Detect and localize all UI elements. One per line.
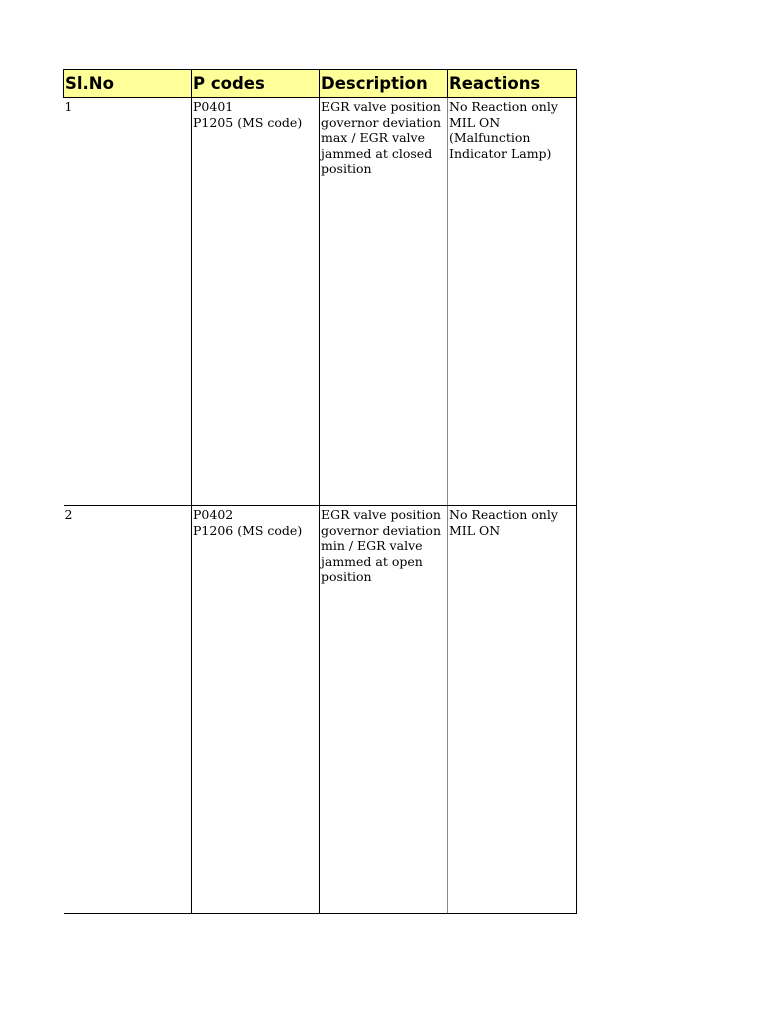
sl-no-value: 2 xyxy=(64,507,73,522)
header-sl-no: Sl.No xyxy=(64,70,192,98)
cell-reactions xyxy=(448,98,577,506)
reaction-line: No Reaction only xyxy=(449,507,558,522)
description-line: jammed at closed xyxy=(321,145,433,161)
spreadsheet-page xyxy=(63,69,576,914)
header-reactions: Reactions xyxy=(448,70,577,98)
description-line: min / EGR valve xyxy=(321,538,423,553)
cell-description xyxy=(320,506,448,914)
reaction-line: (Malfunction xyxy=(449,130,531,145)
reaction-line: No Reaction only xyxy=(449,99,558,114)
description-line: jammed at open xyxy=(321,553,423,569)
header-row xyxy=(64,70,577,98)
description-line: EGR valve position xyxy=(321,507,441,522)
p-codes-table xyxy=(63,69,577,914)
description-line: position xyxy=(321,161,372,176)
cell-sl-no xyxy=(64,98,192,506)
reaction-line: MIL ON xyxy=(449,114,501,130)
cell-reactions xyxy=(448,506,577,914)
description-line: position xyxy=(321,569,372,584)
header-description: Description xyxy=(320,70,448,98)
p-code-line: P0401 xyxy=(193,99,234,114)
p-code-line: P1206 (MS code) xyxy=(193,522,303,538)
cell-description xyxy=(320,98,448,506)
header-p-codes: P codes xyxy=(192,70,320,98)
description-line: governor deviation xyxy=(321,114,441,130)
sl-no-value: 1 xyxy=(64,99,73,114)
table-row xyxy=(64,98,577,506)
table-row xyxy=(64,506,577,914)
cell-p-codes xyxy=(192,506,320,914)
description-line: max / EGR valve xyxy=(321,130,425,145)
description-line: EGR valve position xyxy=(321,99,441,114)
p-code-line: P0402 xyxy=(193,507,234,522)
cell-sl-no xyxy=(64,506,192,914)
description-line: governor deviation xyxy=(321,522,441,538)
p-code-line: P1205 (MS code) xyxy=(193,114,303,130)
cell-p-codes xyxy=(192,98,320,506)
reaction-line: Indicator Lamp) xyxy=(449,145,552,161)
reaction-line: MIL ON xyxy=(449,522,501,538)
